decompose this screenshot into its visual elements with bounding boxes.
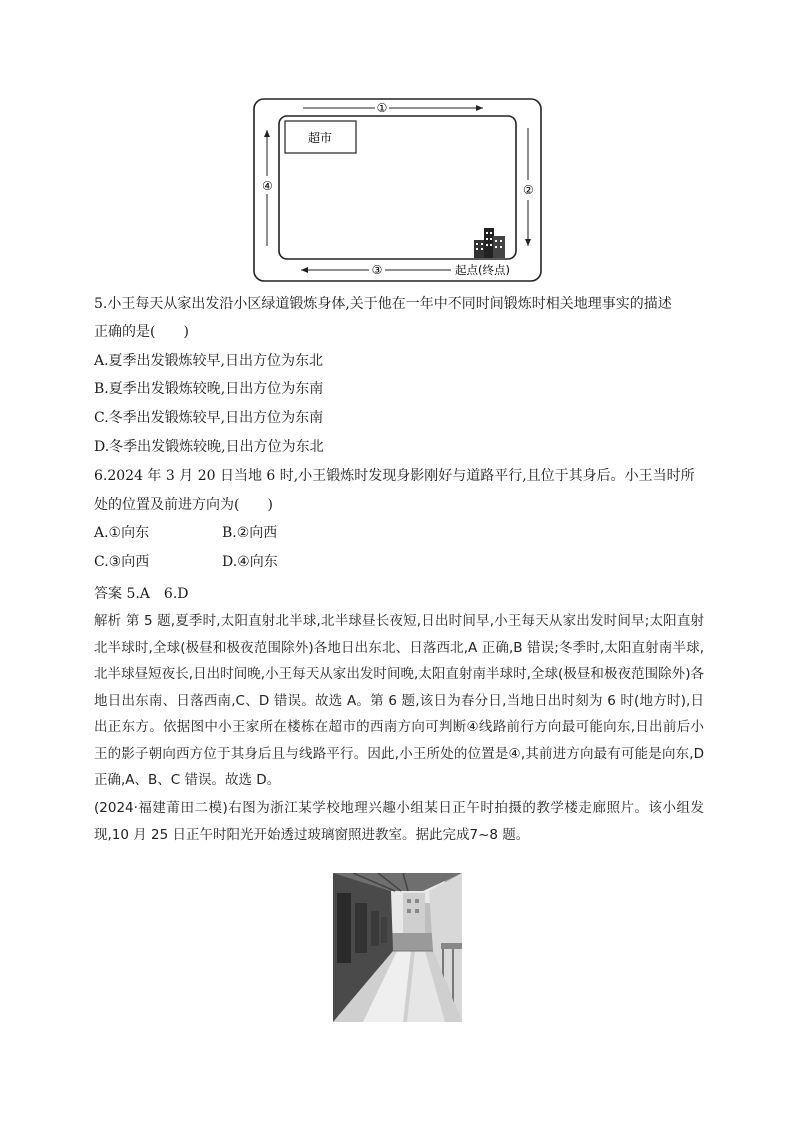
q6-stem-line1: 6.2024 年 3 月 20 日当地 6 时,小王锻炼时发现身影刚好与道路平行,且位于其身后。小王当时所 <box>94 468 695 484</box>
route-map-figure <box>253 98 543 282</box>
route-label-2: ② <box>523 183 534 197</box>
start-end-label: 起点(终点) <box>455 263 510 277</box>
corridor-photo <box>333 873 462 1022</box>
q5-stem-line1: 5.小王每天从家出发沿小区绿道锻炼身体,关于他在一年中不同时间锻炼时相关地理事实的描述 <box>94 296 672 312</box>
analysis-paragraph: 解析 第 5 题,夏季时,太阳直射北半球,北半球昼长夜短,日出时间早,小王每天从家出发时间早;太阳直射北半球时,全球(极昼和极夜范围除外)各地日出东北、日落西北,A 正确,B 错误;冬季时,太阳直射南半球,北半球昼短夜长,日出时间晚,小王每天从家出发时间晚,太阳直射南半球时,全球(极昼和极夜范围除外)各地日出东南、日落西南,C、D 错误。故选 A。第 6 题,该日为春分日,当地日出时刻为 6 时(地方时),日出正东方。依据图中小王家所在楼栋在超市的西南方向可判断④线路前行方向最可能向东,日出前后小王的影子朝向西方位于其身后且与线路平行。因此,小王所处的位置是④,其前进方向最有可能是向东,D 正确,A、B、C 错误。故选 D。 <box>94 613 704 788</box>
q6-option-b: B.②向西 <box>222 525 278 541</box>
route-label-4: ④ <box>262 179 273 193</box>
q6-option-d: D.④向东 <box>222 554 278 570</box>
q5-option-b: B.夏季出发锻炼较晚,日出方位为东南 <box>94 381 324 397</box>
route-label-3: ③ <box>371 263 383 277</box>
q5-stem-line2: 正确的是( ) <box>94 324 189 340</box>
q5-option-c: C.冬季出发锻炼较早,日出方位为东南 <box>94 410 324 426</box>
route-label-1: ① <box>376 101 388 115</box>
q7-8-intro: (2024·福建莆田二模)右图为浙江某学校地理兴趣小组某日正午时拍摄的教学楼走廊照片。该小组发现,10 月 25 日正午时阳光开始透过玻璃窗照进教室。据此完成7~8 题。 <box>94 800 704 843</box>
q6-option-a: A.①向东 <box>94 525 150 541</box>
q6-option-c: C.③向西 <box>94 554 150 570</box>
q5-option-d: D.冬季出发锻炼较晚,日出方位为东北 <box>94 439 324 455</box>
answer-line: 答案 5.A 6.D <box>94 586 189 602</box>
q6-stem-line2: 处的位置及前进方向为( ) <box>94 497 273 513</box>
q5-option-a: A.夏季出发锻炼较早,日出方位为东北 <box>94 353 324 369</box>
supermarket-label: 超市 <box>307 131 333 145</box>
home-building-icon <box>474 228 505 258</box>
